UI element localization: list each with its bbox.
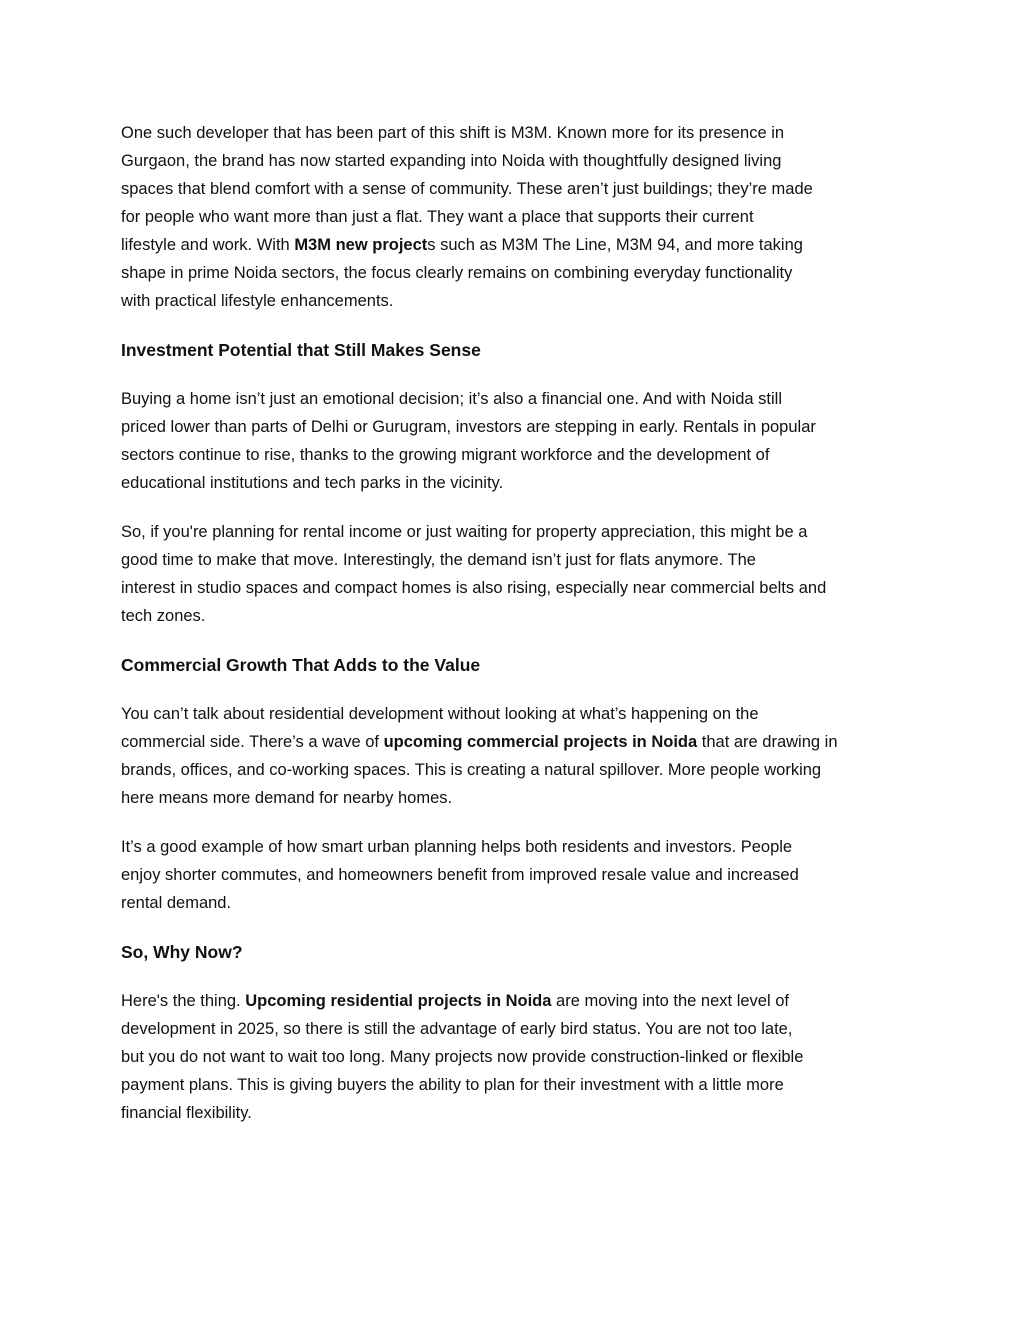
text-segment: interest in studio spaces and compact homes is also rising, especially near commercial belts and (121, 579, 827, 597)
text-segment: One such developer that has been part of this shift is M3M. Known more for its presence in (121, 124, 785, 142)
paragraph (121, 700, 921, 812)
text-segment: So, Why Now? (121, 942, 243, 962)
text-segment: priced lower than parts of Delhi or Gurugram, investors are stepping in early. Rentals in popular (121, 418, 816, 436)
text-segment: Commercial Growth That Adds to the Value (121, 655, 481, 675)
text-line (121, 651, 921, 679)
text-line (121, 231, 921, 259)
text-line (121, 147, 921, 175)
text-segment: with practical lifestyle enhancements. (121, 292, 394, 310)
text-line (121, 833, 921, 861)
text-line (121, 756, 921, 784)
text-segment: for people who want more than just a flat. They want a place that supports their current (121, 208, 754, 226)
section-heading (121, 651, 921, 679)
text-line (121, 259, 921, 287)
text-segment: It’s a good example of how smart urban planning helps both residents and investors. People (121, 838, 793, 856)
text-segment: shape in prime Noida sectors, the focus clearly remains on combining everyday functionality (121, 264, 793, 282)
text-line (121, 518, 921, 546)
text-segment: Gurgaon, the brand has now started expanding into Noida with thoughtfully designed living (121, 152, 782, 170)
text-segment: enjoy shorter commutes, and homeowners benefit from improved resale value and increased (121, 866, 799, 884)
text-line (121, 175, 921, 203)
text-segment: payment plans. This is giving buyers the ability to plan for their investment with a little more (121, 1076, 784, 1094)
text-segment: tech zones. (121, 607, 206, 625)
text-line (121, 861, 921, 889)
text-segment: spaces that blend comfort with a sense of community. These aren’t just buildings; they’re made (121, 180, 813, 198)
paragraph (121, 987, 921, 1127)
text-line (121, 602, 921, 630)
text-segment: Here's the thing. (121, 992, 246, 1010)
text-segment: but you do not want to wait too long. Many projects now provide construction-linked or flexible (121, 1048, 804, 1066)
text-segment: that are drawing in (697, 733, 838, 751)
text-segment: Buying a home isn’t just an emotional decision; it’s also a financial one. And with Noida still (121, 390, 782, 408)
text-line (121, 1099, 921, 1127)
text-segment: here means more demand for nearby homes. (121, 789, 453, 807)
text-segment: You can’t talk about residential development without looking at what’s happening on the (121, 705, 759, 723)
text-segment: sectors continue to rise, thanks to the growing migrant workforce and the development of (121, 446, 770, 464)
paragraph (121, 833, 921, 917)
text-line (121, 1043, 921, 1071)
bold-keyword: M3M new project (294, 236, 428, 254)
text-segment: rental demand. (121, 894, 232, 912)
text-line (121, 469, 921, 497)
text-line (121, 119, 921, 147)
text-segment: development in 2025, so there is still the advantage of early bird status. You are not too late, (121, 1020, 793, 1038)
text-line (121, 336, 921, 364)
text-line (121, 574, 921, 602)
section-heading (121, 336, 921, 364)
document-page (121, 119, 921, 1148)
text-segment: s such as M3M The Line, M3M 94, and more taking (427, 236, 803, 254)
text-segment: lifestyle and work. With (121, 236, 295, 254)
text-segment: Investment Potential that Still Makes Sense (121, 340, 481, 360)
text-line (121, 441, 921, 469)
text-segment: good time to make that move. Interestingly, the demand isn’t just for flats anymore. The (121, 551, 756, 569)
text-segment: So, if you're planning for rental income or just waiting for property appreciation, this might be a (121, 523, 808, 541)
text-line (121, 728, 921, 756)
paragraph (121, 119, 921, 315)
text-segment: educational institutions and tech parks in the vicinity. (121, 474, 504, 492)
text-line (121, 203, 921, 231)
text-line (121, 1015, 921, 1043)
text-line (121, 700, 921, 728)
text-line (121, 546, 921, 574)
bold-keyword: upcoming commercial projects in Noida (383, 733, 698, 751)
paragraph (121, 518, 921, 630)
text-line (121, 1071, 921, 1099)
text-line (121, 938, 921, 966)
text-segment: financial flexibility. (121, 1104, 252, 1122)
paragraph (121, 385, 921, 497)
text-segment: are moving into the next level of (551, 992, 789, 1010)
text-line (121, 784, 921, 812)
text-line (121, 889, 921, 917)
bold-keyword: Upcoming residential projects in Noida (245, 992, 552, 1010)
text-line (121, 385, 921, 413)
text-line (121, 413, 921, 441)
text-segment: brands, offices, and co-working spaces. This is creating a natural spillover. More people working (121, 761, 822, 779)
text-segment: commercial side. There’s a wave of (121, 733, 384, 751)
section-heading (121, 938, 921, 966)
text-line (121, 287, 921, 315)
text-line (121, 987, 921, 1015)
